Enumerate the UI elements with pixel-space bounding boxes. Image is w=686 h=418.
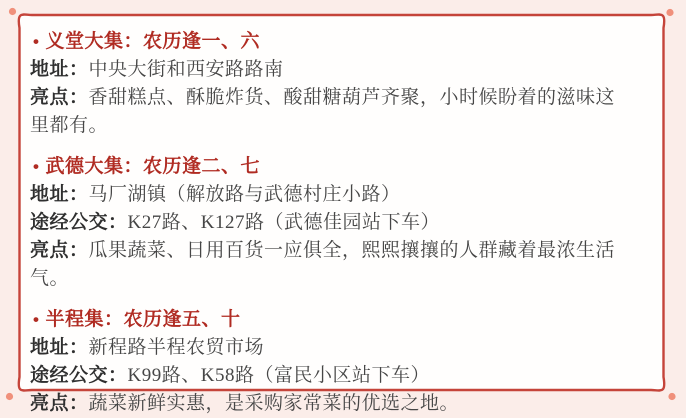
info-value: 马厂湖镇（解放路与武德村庄小路） xyxy=(88,184,401,205)
info-value: 新程路半程农贸市场 xyxy=(88,337,265,358)
info-label: 亮点： xyxy=(30,87,89,108)
bullet-icon: • xyxy=(33,157,40,176)
info-label: 地址： xyxy=(30,59,89,80)
info-label: 亮点： xyxy=(30,240,89,261)
info-value: 瓜果蔬菜、日用百货一应俱全，熙熙攘攘的人群藏着最浓生活气。 xyxy=(30,240,616,289)
section-title-text: 武德大集：农历逢二、七 xyxy=(45,156,260,177)
corner-dot xyxy=(666,9,673,16)
info-label: 途经公交： xyxy=(30,365,128,386)
info-row-highlight xyxy=(30,84,633,140)
section-title-text: 半程集：农历逢五、十 xyxy=(45,309,241,330)
info-row-highlight xyxy=(30,390,633,418)
market-section-wude xyxy=(30,153,633,293)
corner-dot xyxy=(668,393,675,400)
info-value: 中央大街和西安路路南 xyxy=(88,59,284,80)
markets-card xyxy=(21,16,645,414)
market-section-bancheng xyxy=(30,306,633,418)
info-row-address xyxy=(30,181,633,209)
section-title xyxy=(30,28,633,56)
bullet-icon: • xyxy=(33,310,40,329)
info-row-highlight xyxy=(30,237,633,293)
info-row-bus xyxy=(30,362,633,390)
info-label: 地址： xyxy=(30,337,89,358)
info-value: K99路、K58路（富民小区站下车） xyxy=(127,365,430,386)
market-section-yitang xyxy=(30,28,633,140)
section-title xyxy=(30,153,633,181)
info-row-bus xyxy=(30,209,633,237)
info-value: 香甜糕点、酥脆炸货、酸甜糖葫芦齐聚，小时候盼着的滋味这里都有。 xyxy=(30,87,616,136)
info-row-address xyxy=(30,56,633,84)
info-label: 亮点： xyxy=(30,393,89,414)
section-title xyxy=(30,306,633,334)
info-label: 途经公交： xyxy=(30,212,128,233)
corner-dot xyxy=(6,393,13,400)
corner-dot xyxy=(9,8,16,15)
info-row-address xyxy=(30,334,633,362)
info-value: K27路、K127路（武德佳园站下车） xyxy=(127,212,440,233)
info-label: 地址： xyxy=(30,184,89,205)
bullet-icon: • xyxy=(33,32,40,51)
section-title-text: 义堂大集：农历逢一、六 xyxy=(45,31,260,52)
info-value: 蔬菜新鲜实惠，是采购家常菜的优选之地。 xyxy=(88,393,460,414)
